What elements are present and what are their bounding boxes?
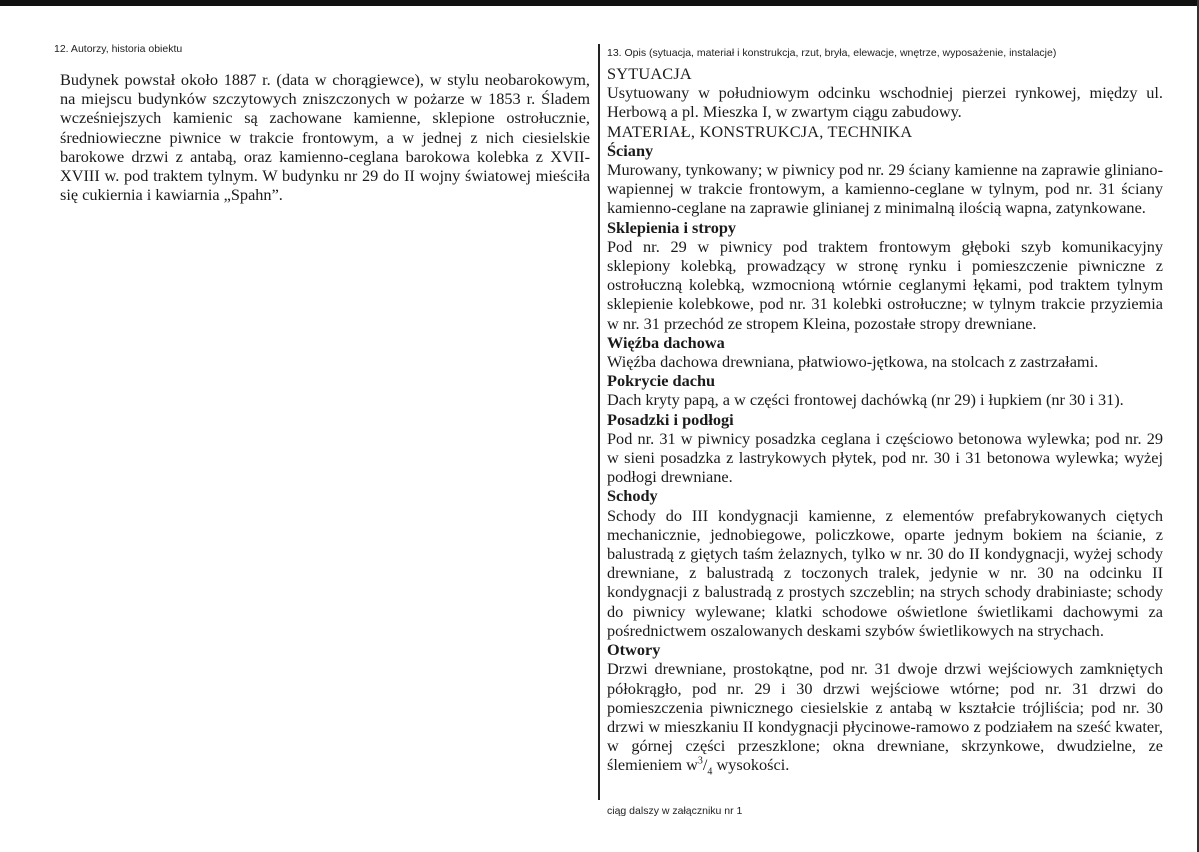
history-body — [52, 70, 590, 204]
top-border — [0, 0, 1199, 6]
fraction-numerator: 3 — [697, 755, 703, 767]
schody-text: Schody do III kondygnacji kamienne, z elementów prefabrykowanych ciętych mechanicznie, jednobiegowe, policzkowe, oparte jednym bokiem na ścianie, z balustradą z giętych taśm żelaznych, tylko w nr. 30 do II kondygnacji, wyżej schody drewniane, z balustradą z toczonych tralek, jedynie w nr. 30 na odcinku II kondygnacji z balustradą z prostych szczeblin; na strych schody drabiniaste; schody do piwnicy wylewane; klatki schodowe oświetlone świetlikami dachowymi za pośrednictwem oszalowanych deskami szybów świetlikowych na strychach. — [607, 505, 1163, 640]
sytuacja-heading: SYTUACJA — [607, 64, 692, 83]
otwory-text-end: wysokości. — [712, 755, 790, 775]
sklepienia-heading: Sklepienia i stropy — [607, 217, 737, 237]
sciany-text: Murowany, tynkowany; w piwnicy pod nr. 29 ściany kamienne na zaprawie gliniano-wapiennej w trakcie frontowym, a kamienno-ceglane w tylnym, pod nr. 31 ściany kamienno-ceglane na zaprawie glinianej z minimalną ilością wapna, zatynkowane. — [607, 160, 1163, 218]
history-paragraph: Budynek powstał około 1887 r. (data w chorągiewce), w stylu neobarokowym, na miejscu budynków szczytowych zniszczonych w pożarze w 1853 r. Śladem wcześniejszych kamienic są zachowane kamienne, sklepione ostrołucznie, średniowieczne piwnice w trakcie frontowym, a w jednej z nich ciesielskie barokowe drzwi z antabą, oraz kamienno-ceglana barokowa kolebka z XVII-XVIII w. pod traktem tylnym. W budynku nr 29 do II wojny światowej mieściła się cukiernia i kawiarnia „Spahn”. — [60, 70, 590, 205]
otwory-text: Drzwi drewniane, prostokątne, pod nr. 31 dwoje drzwi wejściowych zamkniętych półokrągło, pod nr. 29 i 30 drzwi wejściowe wtórne; pod nr. 31 drzwi do pomieszczenia piwnicznego ciesielskie z antabą w kształcie trójliścia; pod nr. 30 drzwi w mieszkaniu II kondygnacji płycinowe-ramowo z podziałem na sześć kwater, w górnej części przeszklone; okna drewniane, skrzynkowe, dwudzielne, ze ślemieniem $w^3/_4$ wysokości. — [607, 659, 1163, 778]
wiezba-heading: Więźba dachowa — [607, 332, 725, 352]
description-column — [607, 46, 1163, 778]
sklepienia-text: Pod nr. 29 w piwnicy pod traktem frontowym głęboki szyb komunikacyjny sklepiony kolebką, prowadzący w stronę rynku i pomieszczenie piwniczne z ostrołuczną kolebką, wzmocnioną wtórnie ceglanymi łękami, pod traktem tylnym sklepienie kolebkowe, pod nr. 31 kolebki ostrołuczne; w tylnym trakcie przyziemia w nr. 31 przechód ze stropem Kleina, pozostałe stropy drewniane. — [607, 236, 1163, 333]
history-section-label: 12. Autorzy, historia obiektu — [54, 43, 183, 55]
material-heading: MATERIAŁ, KONSTRUKCJA, TECHNIKA — [607, 121, 913, 141]
schody-heading: Schody — [607, 486, 658, 506]
otwory-text-main: Drzwi drewniane, prostokątne, pod nr. 31 dwoje drzwi wejściowych zamkniętych półokrągło, pod nr. 29 i 30 drzwi wejściowe wtórne; pod nr. 31 drzwi do pomieszczenia piwnicznego ciesielskie z antabą w kształcie trójliścia; pod nr. 30 drzwi w mieszkaniu II kondygnacji płycinowe-ramowo z podziałem na sześć kwater, w górnej części przeszklone; okna drewniane, skrzynkowe, dwudzielne, ze ślemieniem w — [607, 659, 1163, 775]
fraction-denominator: 4 — [707, 766, 713, 778]
continuation-note: ciąg dalszy w załączniku nr 1 — [607, 805, 743, 817]
column-divider — [598, 44, 600, 800]
otwory-heading: Otwory — [607, 640, 661, 660]
posadzki-text: Pod nr. 31 w piwnicy posadzka ceglana i częściowo betonowa wylewka; pod nr. 29 w sieni posadzka z lastrykowych płytek, pod nr. 30 i 31 betonowa wylewka; wyżej podłogi drewniane. — [607, 428, 1163, 487]
sciany-heading: Ściany — [607, 140, 654, 160]
pokrycie-heading: Pokrycie dachu — [607, 371, 716, 391]
pokrycie-text: Dach kryty papą, a w części frontowej dachówką (nr 29) i łupkiem (nr 30 i 31). — [607, 390, 1124, 410]
description-section-label: 13. Opis (sytuacja, materiał i konstrukcja, rzut, bryła, elewacje, wnętrze, wyposażenie, instalacje) — [607, 47, 1057, 59]
sytuacja-text: Usytuowany w południowym odcinku wschodniej pierzei rynkowej, między ul. Herbową a pl. Mieszka I, w zwartym ciągu zabudowy. — [607, 83, 1163, 122]
wiezba-text: Więźba dachowa drewniana, płatwiowo-jętkowa, na stolcach z zastrzałami. — [607, 352, 1099, 372]
history-column — [52, 42, 590, 204]
description-body — [607, 64, 1163, 778]
posadzki-heading: Posadzki i podłogi — [607, 409, 734, 429]
